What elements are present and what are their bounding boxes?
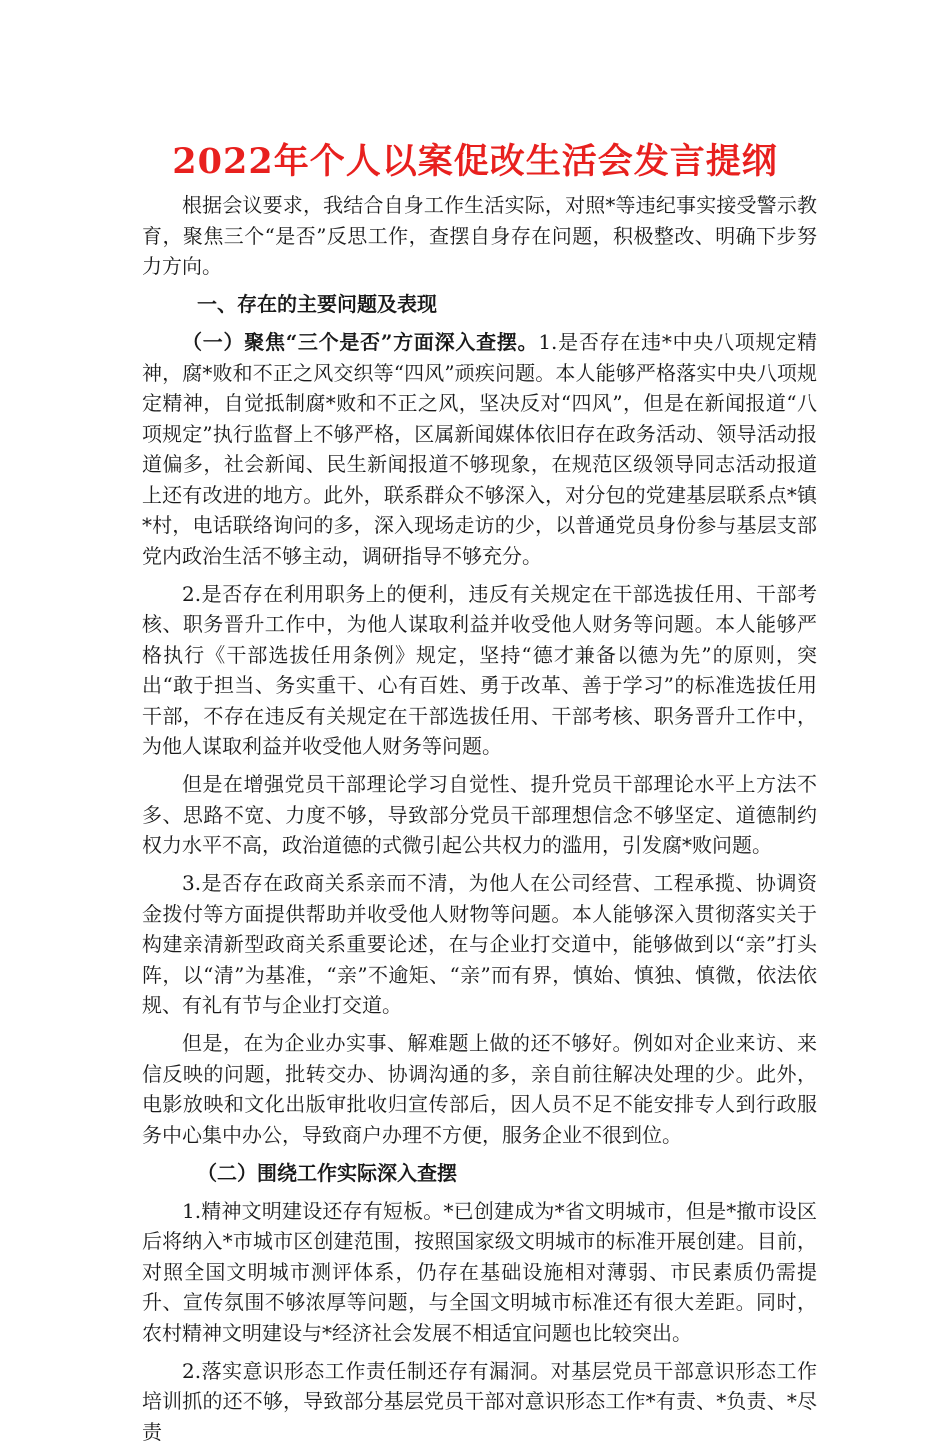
subheading-work-reality: （二）围绕工作实际深入查摆 [142, 1158, 817, 1189]
section-heading-problems: 一、存在的主要问题及表现 [142, 289, 817, 320]
paragraph-spiritual-civilization: 1.精神文明建设还存有短板。*已创建成为*省文明城市，但是*撤市设区后将纳入*市城市区创建范围，按照国家级文明城市的标准开展创建。目前，对照全国文明城市测评体系，仍存在基础设施相对薄弱、市民素质仍需提升、宣传氛围不够浓厚等问题，与全国文明城市标准还有很大差距。同时，农村精神文明建设与*经济社会发展不相适宜问题也比较突出。 [142, 1196, 817, 1349]
paragraph-enterprise-service: 但是，在为企业办实事、解难题上做的还不够好。例如对企业来访、来信反映的问题，批转交办、协调沟通的多，亲自前往解决处理的少。此外，电影放映和文化出版审批收归宣传部后，因人员不足不能安排专人到行政服务中心集中办公，导致商户办理不方便，服务企业不很到位。 [142, 1028, 817, 1150]
subheading-three-whether: （一）聚焦“三个是否”方面深入查摆。 [182, 330, 538, 354]
paragraph-ideology-responsibility: 2.落实意识形态工作责任制还存有漏洞。对基层党员干部意识形态工作培训抓的还不够，导致部分基层党员干部对意识形态工作*有责、*负责、*尽责 [142, 1356, 817, 1447]
intro-paragraph: 根据会议要求，我结合自身工作生活实际，对照*等违纪事实接受警示教育，聚焦三个“是否”反思工作，查摆自身存在问题，积极整改、明确下步努力方向。 [142, 190, 817, 282]
paragraph-business-relations: 3.是否存在政商关系亲而不清，为他人在公司经营、工程承揽、协调资金拨付等方面提供帮助并收受他人财物等问题。本人能够深入贯彻落实关于构建亲清新型政商关系重要论述，在与企业打交道中，能够做到以“亲”打头阵，以“清”为基准，“亲”不逾矩、“亲”而有界，慎始、慎独、慎微，依法依规、有礼有节与企业打交道。 [142, 868, 817, 1021]
paragraph-sub1-text: 1.是否存在违*中央八项规定精神，腐*败和不正之风交织等“四风”顽疾问题。本人能够严格落实中央八项规定精神，自觉抵制腐*败和不正之风，坚决反对“四风”，但是在新闻报道“八项规定”执行监督上不够严格，区属新闻媒体依旧存在政务活动、领导活动报道偏多，社会新闻、民生新闻报道不够现象，在规范区级领导同志活动报道上还有改进的地方。此外，联系群众不够深入，对分包的党建基层联系点*镇*村，电话联络询问的多，深入现场走访的少，以普通党员身份参与基层支部党内政治生活不够主动，调研指导不够充分。 [142, 330, 817, 568]
document-body [142, 190, 817, 1342]
paragraph-theory-study: 但是在增强党员干部理论学习自觉性、提升党员干部理论水平上方法不多、思路不宽、力度不够，导致部分党员干部理想信念不够坚定、道德制约权力水平不高，政治道德的式微引起公共权力的滥用，引发腐*败问题。 [142, 769, 817, 861]
paragraph-sub1 [142, 327, 817, 571]
paragraph-cadre-selection: 2.是否存在利用职务上的便利，违反有关规定在干部选拔任用、干部考核、职务晋升工作中，为他人谋取利益并收受他人财务等问题。本人能够严格执行《干部选拔任用条例》规定，坚持“德才兼备以德为先”的原则，突出“敢于担当、务实重干、心有百姓、勇于改革、善于学习”的标准选拔任用干部，不存在违反有关规定在干部选拔任用、干部考核、职务晋升工作中，为他人谋取利益并收受他人财务等问题。 [142, 579, 817, 762]
document-title: 2022年个人以案促改生活会发言提纲 [0, 140, 950, 184]
